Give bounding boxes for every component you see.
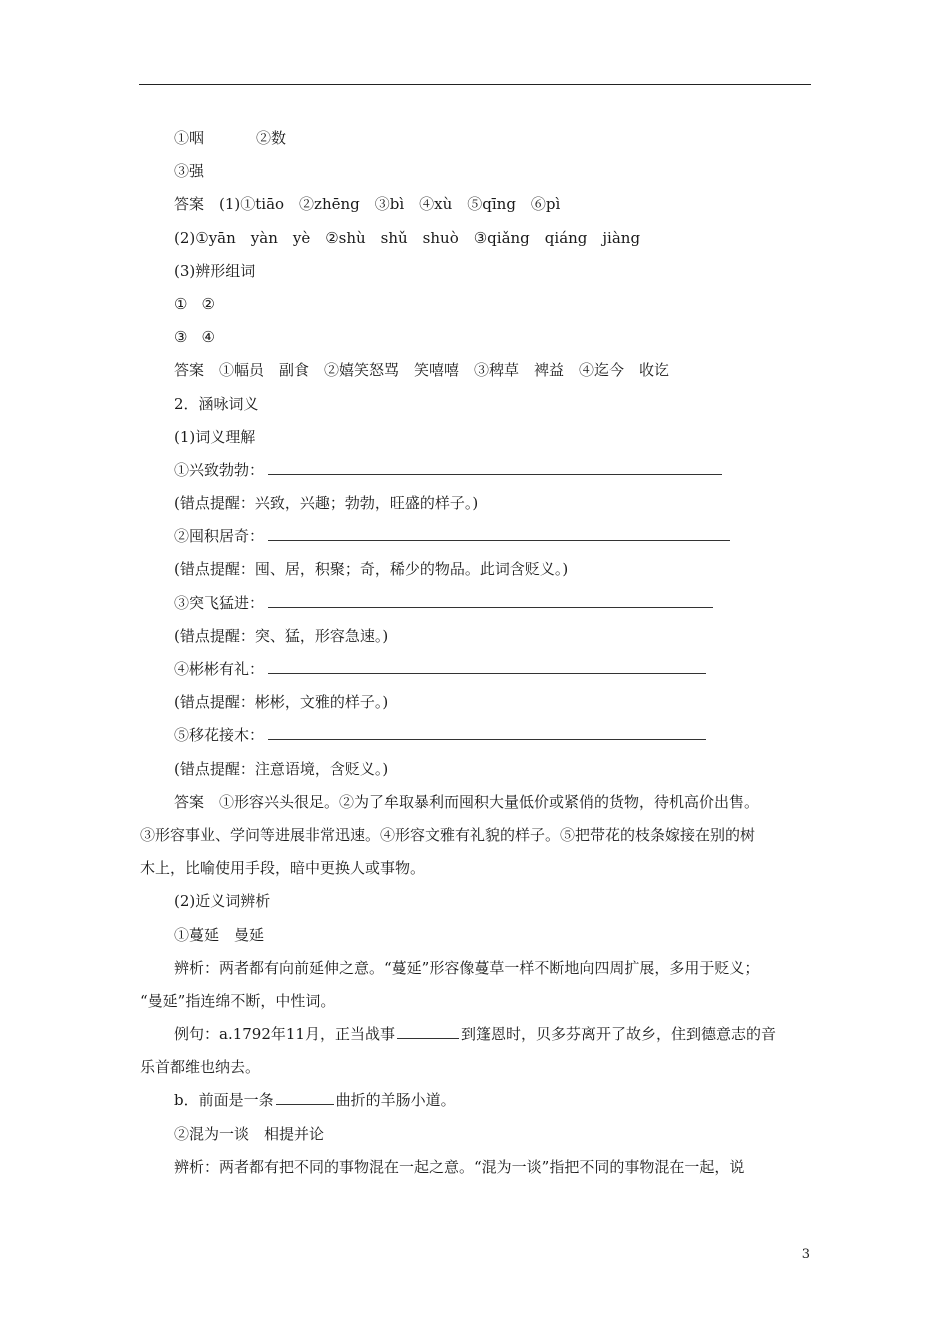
hint-line: (错点提醒：突、猛，形容急速。) <box>174 626 389 645</box>
example-line <box>140 1084 812 1117</box>
answer-line: 答案 ①形容兴头很足。②为了牟取暴利而囤积大量低价或紧俏的货物，待机高价出售。 <box>174 792 760 811</box>
term-label: ①兴致勃勃： <box>174 460 265 479</box>
term-label: ④彬彬有礼： <box>174 660 265 678</box>
text-line <box>140 321 812 354</box>
page-content <box>140 122 812 1184</box>
text-fragment: 例句：a.1792年11月，正当战事 <box>174 1025 395 1044</box>
answer-blank[interactable] <box>268 593 713 608</box>
word-pair: ①蔓延 曼延 <box>174 925 265 944</box>
answer-line: 木上，比喻使用手段，暗中更换人或事物。 <box>140 859 426 878</box>
answer-blank[interactable] <box>268 526 730 541</box>
analysis-line: “曼延”指连绵不断，中性词。 <box>140 991 336 1010</box>
text-fragment: 曲折的羊肠小道。 <box>335 1091 456 1110</box>
text-fragment: ④ <box>201 328 215 347</box>
text-fragment: ① <box>174 294 188 313</box>
analysis-line: 辨析：两者都有向前延伸之意。“蔓延”形容像蔓草一样不断地向四周扩展，多用于贬义； <box>174 958 760 977</box>
page-number: 3 <box>801 1247 810 1262</box>
hint-line: (错点提醒：彬彬，文雅的样子。) <box>174 693 389 712</box>
fill-in-line <box>140 454 812 487</box>
header-rule <box>139 84 811 85</box>
text-line: (2)①yān yàn yè ②shù shǔ shuò ③qiǎng qiáng jiàng <box>174 228 641 247</box>
fill-in-line <box>140 520 812 553</box>
example-line: 乐首都维也纳去。 <box>140 1058 261 1077</box>
answer-blank[interactable] <box>268 460 722 475</box>
answer-line: 答案 ①幅员 副食 ②嬉笑怒骂 笑嘻嘻 ③稗草 裨益 ④迄今 收讫 <box>174 361 670 380</box>
term-label: ②囤积居奇： <box>174 527 265 546</box>
hint-line: (错点提醒：注意语境，含贬义。) <box>174 759 389 778</box>
text-line: ③强 <box>174 162 205 181</box>
subsection-heading: (2)近义词辨析 <box>174 892 271 911</box>
subsection-heading: (1)词义理解 <box>174 427 256 446</box>
analysis-line: 辨析：两者都有把不同的事物混在一起之意。“混为一谈”指把不同的事物混在一起，说 <box>174 1157 745 1176</box>
text-fragment: ②数 <box>256 129 287 147</box>
fill-in-line <box>140 719 812 752</box>
fill-in-line <box>140 587 812 620</box>
fill-in-line <box>140 653 812 686</box>
text-fragment: ①咽 <box>174 129 205 147</box>
text-fragment: b．前面是一条 <box>174 1091 274 1110</box>
word-pair: ②混为一谈 相提并论 <box>174 1124 325 1143</box>
text-line: (3)辨形组词 <box>174 261 256 280</box>
answer-blank[interactable] <box>268 725 706 740</box>
term-label: ③突飞猛进： <box>174 593 265 612</box>
text-line <box>140 122 812 155</box>
answer-blank[interactable] <box>268 659 706 674</box>
text-fragment: 到篷恩时，贝多芬离开了故乡，住到德意志的音 <box>460 1025 776 1044</box>
text-fragment: ③ <box>174 328 188 347</box>
answer-line: ③形容事业、学问等进展非常迅速。④形容文雅有礼貌的样子。⑤把带花的枝条嫁接在别的树 <box>140 825 756 844</box>
term-label: ⑤移花接木： <box>174 726 265 745</box>
answer-blank[interactable] <box>397 1024 459 1039</box>
hint-line: (错点提醒：囤、居，积聚；奇，稀少的物品。此词含贬义。) <box>174 560 569 579</box>
text-fragment: ② <box>201 294 215 313</box>
hint-line: (错点提醒：兴致，兴趣；勃勃，旺盛的样子。) <box>174 494 479 513</box>
text-line <box>140 288 812 321</box>
answer-line: 答案 (1)①tiāo ②zhēng ③bì ④xù ⑤qīng ⑥pì <box>174 195 561 214</box>
section-heading: 2．涵咏词义 <box>174 394 259 413</box>
example-line <box>140 1018 812 1051</box>
answer-blank[interactable] <box>276 1090 334 1105</box>
